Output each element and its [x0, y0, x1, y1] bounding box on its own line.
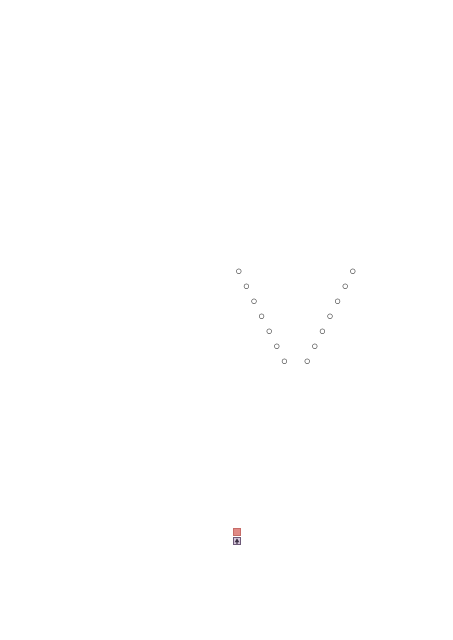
yo-symbol	[282, 359, 287, 364]
yo-symbol	[267, 329, 272, 334]
page-footer	[388, 624, 396, 631]
yo-symbol	[252, 299, 257, 304]
right-text-column	[232, 52, 432, 64]
yo-symbol	[320, 329, 325, 334]
yo-symbol	[335, 299, 340, 304]
yo-symbol	[275, 344, 280, 349]
yo-symbol	[328, 314, 333, 319]
yo-symbol	[313, 344, 318, 349]
chart-grid	[232, 258, 432, 520]
left-text-column	[28, 52, 226, 62]
yo-symbol	[259, 314, 264, 319]
yo-symbol	[244, 284, 249, 289]
yo-symbol	[305, 359, 310, 364]
sails-chart	[232, 258, 432, 520]
red-square-icon	[233, 528, 241, 536]
yo-symbol	[237, 269, 242, 274]
yo-symbol	[351, 269, 356, 274]
yo-symbol	[343, 284, 348, 289]
up-arrow-square-icon	[233, 537, 241, 545]
chart-legend	[232, 528, 442, 537]
